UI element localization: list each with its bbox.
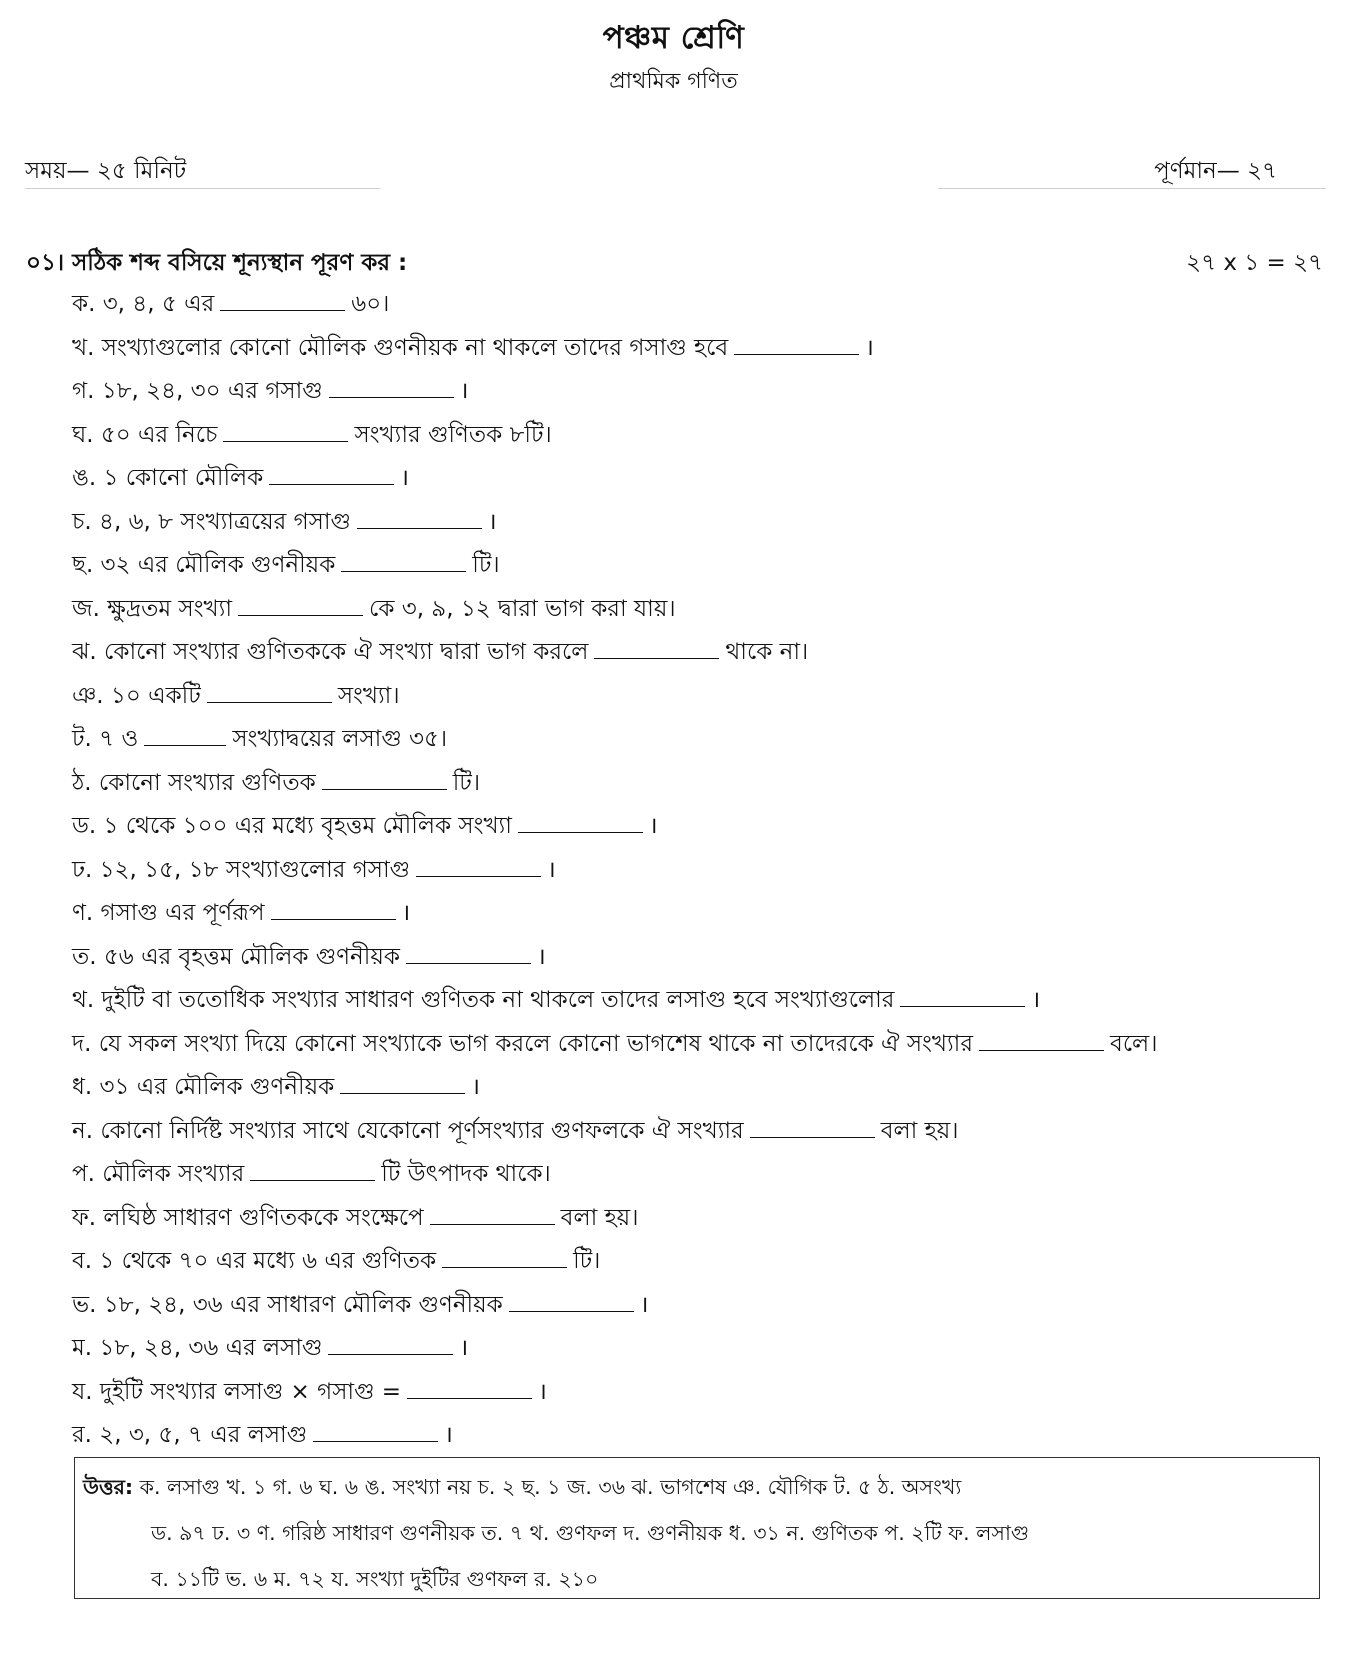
answer-blank[interactable]: [416, 854, 541, 877]
item-text-after: ।: [639, 1291, 649, 1318]
subject-title: প্রাথমিক গণিত: [609, 69, 738, 94]
question-item: [72, 676, 1332, 720]
answer-blank[interactable]: [407, 1376, 532, 1399]
question-item: [72, 937, 1332, 981]
item-text-before: র. ২, ৩, ৫, ৭ এর লসাগু: [72, 1422, 308, 1448]
question-item: [72, 1241, 1332, 1285]
answer-label: উত্তর:: [83, 1475, 134, 1499]
answer-blank[interactable]: [430, 1202, 555, 1225]
question-item: [72, 1328, 1332, 1372]
divider-left: [25, 188, 380, 189]
answer-blank[interactable]: [271, 897, 396, 920]
answer-blank[interactable]: [269, 462, 394, 485]
item-text-before: ড. ১ থেকে ১০০ এর মধ্যে বৃহত্তম মৌলিক সংখ্যা: [72, 813, 512, 839]
item-text-before: ত. ৫৬ এর বৃহত্তম মৌলিক গুণনীয়ক: [72, 943, 401, 970]
item-text-before: য. দুইটি সংখ্যার লসাগু × গসাগু =: [72, 1378, 402, 1405]
item-text-before: ধ. ৩১ এর মৌলিক গুণনীয়ক: [72, 1074, 335, 1100]
question-item: [72, 763, 1332, 807]
item-text-before: ঞ. ১০ একটি: [72, 682, 201, 709]
item-text-after: বলে।: [1110, 1030, 1158, 1057]
answer-blank[interactable]: [329, 375, 454, 398]
item-text-before: ঘ. ৫০ এর নিচে: [72, 421, 218, 448]
item-text-after: ।: [459, 378, 469, 404]
question-item: [72, 719, 1332, 763]
question-item: [72, 415, 1332, 459]
answer-blank[interactable]: [442, 1245, 567, 1268]
item-text-after: টি।: [472, 552, 500, 578]
answer-text: ক. লসাগু খ. ১ গ. ৬ ঘ. ৬ ঙ. সংখ্যা নয় চ. ২ ছ. ১ জ. ৩৬ ঝ. ভাগশেষ ঞ. যৌগিক ট. ৫ ঠ. অসংখ্য: [139, 1475, 962, 1499]
item-text-after: ।: [547, 856, 556, 883]
item-text-after: ৬০।: [351, 291, 390, 317]
question-item: [72, 1067, 1332, 1111]
question-item: [72, 545, 1332, 589]
answer-blank[interactable]: [238, 593, 363, 616]
divider-right: [938, 188, 1326, 189]
item-text-after: ।: [1031, 987, 1041, 1013]
full-marks-label: পূর্ণমান— ২৭: [1154, 158, 1277, 184]
question-item: [72, 589, 1332, 633]
item-text-before: ম. ১৮, ২৪, ৩৬ এর লসাগু: [72, 1335, 323, 1361]
answer-blank[interactable]: [250, 1158, 375, 1181]
item-text-before: গ. ১৮, ২৪, ৩০ এর গসাগু: [72, 378, 323, 404]
answer-blank[interactable]: [341, 549, 466, 572]
answer-blank[interactable]: [594, 636, 719, 659]
item-text-before: প. মৌলিক সংখ্যার: [72, 1161, 245, 1187]
item-text-after: কে ৩, ৯, ১২ দ্বারা ভাগ করা যায়।: [369, 595, 676, 622]
item-text-after: ।: [444, 1422, 453, 1448]
answer-blank[interactable]: [220, 288, 345, 311]
question-item: [72, 850, 1332, 894]
answer-blank[interactable]: [207, 680, 332, 703]
item-text-after: টি।: [452, 769, 481, 796]
item-text-before: ক. ৩, ৪, ৫ এর: [72, 291, 215, 317]
question-item: [72, 458, 1332, 502]
answer-blank[interactable]: [509, 1289, 634, 1312]
item-text-after: ।: [400, 465, 409, 491]
answer-box: [74, 1457, 1320, 1599]
item-text-after: বলা হয়।: [880, 1117, 959, 1144]
question-item: [72, 1198, 1332, 1242]
question-item: [72, 328, 1332, 372]
question-marks: ২৭ x ১ = ২৭: [1186, 250, 1323, 276]
answer-blank[interactable]: [900, 984, 1025, 1007]
question-item: [72, 1024, 1332, 1068]
item-text-after: থাকে না।: [725, 639, 809, 665]
answer-line-1: [83, 1464, 1309, 1510]
item-text-before: ট. ৭ ও: [72, 726, 139, 752]
question-item: [72, 1111, 1332, 1155]
question-item: [72, 893, 1332, 937]
question-item: [72, 1415, 1332, 1459]
item-text-before: ঢ. ১২, ১৫, ১৮ সংখ্যাগুলোর গসাগু: [72, 856, 411, 883]
item-text-before: ফ. লঘিষ্ঠ সাধারণ গুণিতককে সংক্ষেপে: [72, 1204, 424, 1231]
item-text-after: টি।: [573, 1248, 601, 1274]
item-text-after: বলা হয়।: [560, 1204, 639, 1231]
item-text-before: ছ. ৩২ এর মৌলিক গুণনীয়ক: [72, 552, 336, 578]
answer-blank[interactable]: [357, 506, 482, 529]
class-title: পঞ্চম শ্রেণি: [602, 20, 745, 56]
item-text-after: সংখ্যার গুণিতক ৮টি।: [354, 421, 552, 448]
item-text-before: খ. সংখ্যাগুলোর কোনো মৌলিক গুণনীয়ক না থাকলে তাদের গসাগু হবে: [72, 334, 729, 361]
fill-in-blank-list: [72, 284, 1332, 1459]
item-text-after: সংখ্যা।: [337, 682, 400, 709]
item-text-after: ।: [538, 1378, 547, 1405]
question-item: [72, 806, 1332, 850]
item-text-after: ।: [537, 943, 546, 970]
answer-line-3: ব. ১১টি ভ. ৬ ম. ৭২ য. সংখ্যা দুইটির গুণফল র. ২১০: [151, 1567, 599, 1591]
item-text-before: থ. দুইটি বা ততোধিক সংখ্যার সাধারণ গুণিতক না থাকলে তাদের লসাগু হবে সংখ্যাগুলোর: [72, 987, 895, 1013]
item-text-before: ঝ. কোনো সংখ্যার গুণিতককে ঐ সংখ্যা দ্বারা ভাগ করলে: [72, 639, 589, 665]
item-text-before: ঙ. ১ কোনো মৌলিক: [72, 465, 264, 491]
time-label: সময়— ২৫ মিনিট: [25, 158, 187, 184]
answer-line-2: ড. ৯৭ ঢ. ৩ ণ. গরিষ্ঠ সাধারণ গুণনীয়ক ত. ৭ থ. গুণফল দ. গুণনীয়ক ধ. ৩১ ন. গুণিতক প. ২টি ফ. লসাগু: [151, 1521, 1030, 1545]
question-item: [72, 371, 1332, 415]
item-text-before: ন. কোনো নির্দিষ্ট সংখ্যার সাথে যেকোনো পূর্ণসংখ্যার গুণফলকে ঐ সংখ্যার: [72, 1117, 744, 1144]
question-item: [72, 1154, 1332, 1198]
question-item: [72, 1285, 1332, 1329]
answer-blank[interactable]: [223, 419, 348, 442]
question-item: [72, 980, 1332, 1024]
item-text-after: ।: [865, 334, 874, 361]
item-text-after: ।: [401, 900, 411, 926]
answer-blank[interactable]: [518, 810, 643, 833]
item-text-before: ব. ১ থেকে ৭০ এর মধ্যে ৬ এর গুণিতক: [72, 1248, 437, 1274]
answer-blank[interactable]: [979, 1028, 1104, 1051]
item-text-after: ।: [487, 508, 497, 535]
item-text-before: ণ. গসাগু এর পূর্ণরূপ: [72, 900, 265, 926]
answer-blank[interactable]: [750, 1115, 875, 1138]
answer-blank[interactable]: [406, 941, 531, 964]
question-item: [72, 1372, 1332, 1416]
item-text-before: চ. ৪, ৬, ৮ সংখ্যাত্রয়ের গসাগু: [72, 508, 351, 535]
item-text-after: টি উৎপাদক থাকে।: [381, 1161, 551, 1187]
item-text-after: ।: [459, 1335, 469, 1361]
item-text-before: জ. ক্ষুদ্রতম সংখ্যা: [72, 595, 232, 622]
answer-blank[interactable]: [144, 723, 226, 746]
question-item: [72, 632, 1332, 676]
item-text-after: সংখ্যাদ্বয়ের লসাগু ৩৫।: [232, 726, 448, 752]
answer-blank[interactable]: [734, 332, 859, 355]
question-item: [72, 284, 1332, 328]
item-text-after: ।: [471, 1074, 480, 1100]
answer-blank[interactable]: [313, 1419, 438, 1442]
item-text-before: ভ. ১৮, ২৪, ৩৬ এর সাধারণ মৌলিক গুণনীয়ক: [72, 1291, 503, 1318]
answer-blank[interactable]: [322, 767, 447, 790]
item-text-before: দ. যে সকল সংখ্যা দিয়ে কোনো সংখ্যাকে ভাগ করলে কোনো ভাগশেষ থাকে না তাদেরকে ঐ সংখ্যার: [72, 1030, 974, 1057]
question-item: [72, 502, 1332, 546]
item-text-after: ।: [648, 813, 658, 839]
answer-blank[interactable]: [340, 1071, 465, 1094]
question-heading: ০১। সঠিক শব্দ বসিয়ে শূন্যস্থান পূরণ কর :: [26, 250, 408, 276]
answer-blank[interactable]: [328, 1332, 453, 1355]
item-text-before: ঠ. কোনো সংখ্যার গুণিতক: [72, 769, 316, 796]
